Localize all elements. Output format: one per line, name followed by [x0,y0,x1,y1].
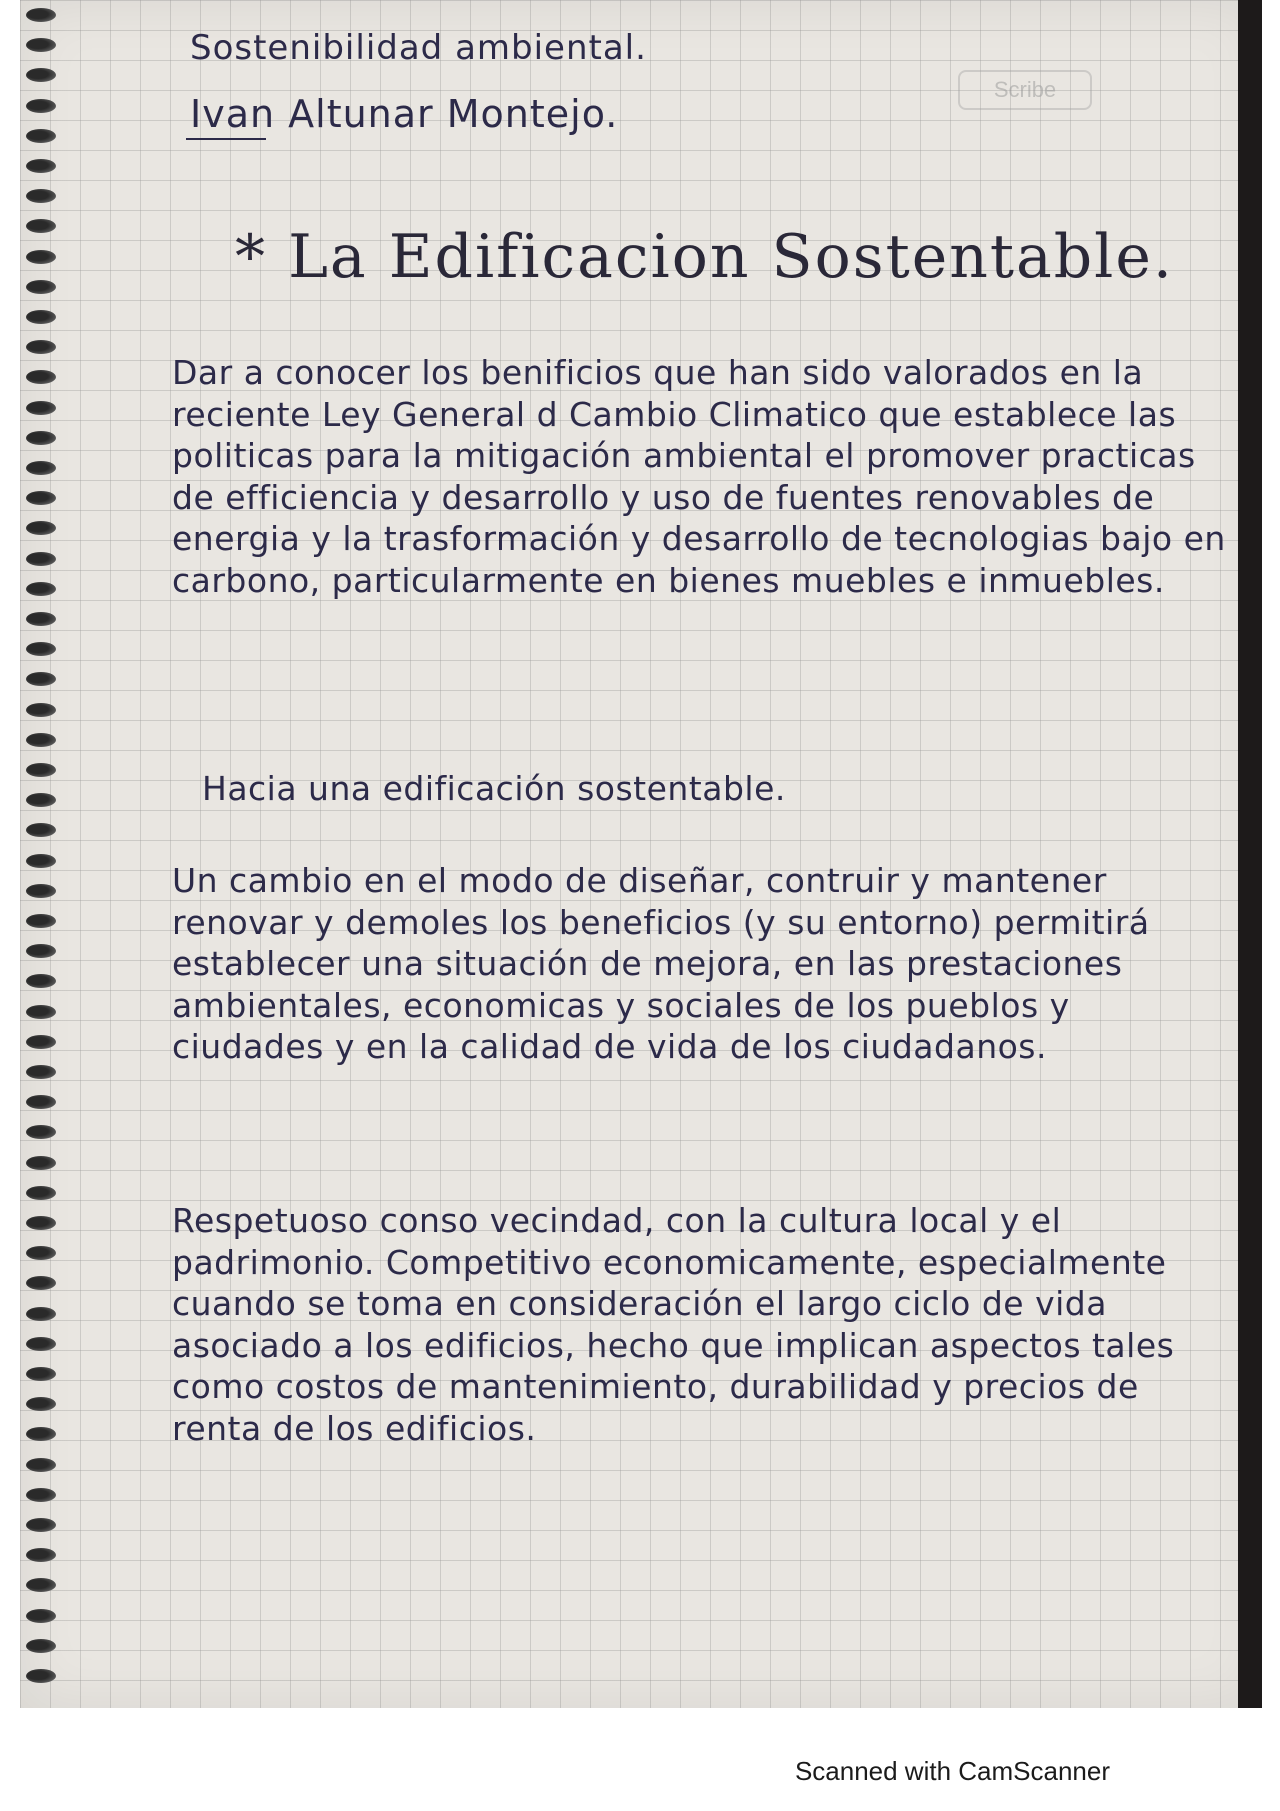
spiral-ring [26,1397,56,1411]
spiral-ring [26,250,56,264]
spiral-ring [26,1337,56,1351]
spiral-ring [26,8,56,22]
spiral-ring [26,854,56,868]
author-name: Ivan Altunar Montejo. [190,92,619,136]
spiral-ring [26,99,56,113]
spiral-ring [26,491,56,505]
spiral-ring [26,733,56,747]
spiral-ring [26,642,56,656]
spiral-ring [26,1458,56,1472]
faint-watermark: Scribe [958,70,1092,110]
paragraph-change: Un cambio en el modo de diseñar, contruir y mantener renovar y demoles los beneficios (y su entorno) permitirá establecer una situación de mejora, en las prestaciones ambientales, economicas y sociales de los pueblos y ciudades y en la calidad de vida de los ciudadanos. [172,861,1150,1066]
spiral-ring [26,823,56,837]
spiral-ring [26,340,56,354]
author-underline [186,138,266,140]
spiral-ring [26,1427,56,1441]
spiral-ring [26,1518,56,1532]
spiral-ring [26,1095,56,1109]
paragraph-intro: Dar a conocer los benificios que han sido valorados en la reciente Ley General d Cambio Climatico que establece las politicas para la mitigación ambiental el promover practicas de efficiencia y desarrollo y uso de fuentes renovables de energia y la trasformación y desarrollo de tecnologias bajo en carbono, particularmente en bienes muebles e inmuebles. [172,353,1226,600]
spiral-ring [26,793,56,807]
spiral-ring [26,68,56,82]
spiral-ring [26,763,56,777]
spiral-ring [26,1035,56,1049]
spiral-ring [26,1578,56,1592]
spiral-ring [26,552,56,566]
spiral-ring [26,944,56,958]
spiral-ring [26,431,56,445]
spiral-ring [26,310,56,324]
spiral-ring [26,1246,56,1260]
spiral-ring [26,582,56,596]
camscanner-footer: Scanned with CamScanner [794,1756,1110,1786]
spiral-ring [26,1125,56,1139]
spiral-ring [26,672,56,686]
spiral-ring [26,159,56,173]
spiral-ring [26,1669,56,1683]
spiral-ring [26,703,56,717]
spiral-ring [26,401,56,415]
spiral-ring [26,1065,56,1079]
spiral-ring [26,1276,56,1290]
page-edge-shadow [1238,0,1262,1708]
spiral-ring [26,38,56,52]
spiral-ring [26,914,56,928]
spiral-ring [26,1216,56,1230]
spiral-ring [26,189,56,203]
spiral-ring [26,461,56,475]
paragraph-respect: Respetuoso conso vecindad, con la cultura local y el padrimonio. Competitivo economicamente, especialmente cuando se toma en consideración el largo ciclo de vida asociado a los edificios, hecho que implican aspectos tales como costos de mantenimiento, durabilidad y precios de renta de los edificios. [172,1201,1175,1448]
section-subheading: Hacia una edificación sostentable. [202,769,786,808]
subject-heading: Sostenibilidad ambiental. [190,28,647,68]
spiral-ring [26,884,56,898]
spiral-ring [26,219,56,233]
notebook-page [20,0,1262,1708]
spiral-ring [26,129,56,143]
spiral-ring [26,1609,56,1623]
spiral-ring [26,1005,56,1019]
spiral-ring [26,1156,56,1170]
spiral-ring [26,974,56,988]
spiral-ring [26,1639,56,1653]
spiral-ring [26,1548,56,1562]
spiral-ring [26,280,56,294]
spiral-ring [26,1307,56,1321]
spiral-ring [26,1367,56,1381]
spiral-ring [26,1186,56,1200]
spiral-ring [26,1488,56,1502]
spiral-ring [26,521,56,535]
spiral-binding [20,0,66,1708]
page-title: * La Edificacion Sostentable. [235,222,1174,292]
spiral-ring [26,612,56,626]
spiral-ring [26,370,56,384]
